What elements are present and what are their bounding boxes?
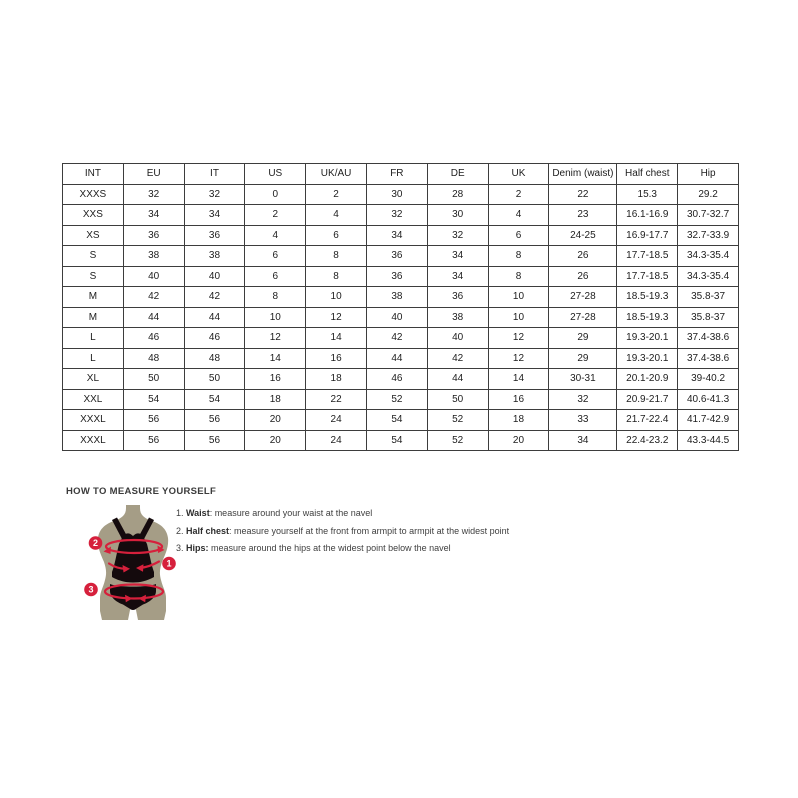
column-header: US bbox=[245, 164, 306, 185]
size-row bbox=[63, 205, 739, 226]
size-cell: 17.7-18.5 bbox=[617, 246, 678, 267]
step-text: : measure yourself at the front from armpit to armpit at the widest point bbox=[229, 525, 510, 536]
size-cell: 35.8-37 bbox=[678, 287, 739, 308]
size-cell: 10 bbox=[245, 307, 306, 328]
hip-number-badge bbox=[84, 583, 98, 597]
chest-number-badge bbox=[89, 536, 103, 550]
step-term: Half chest bbox=[186, 525, 230, 536]
size-cell: 56 bbox=[123, 410, 184, 431]
size-cell: 38 bbox=[123, 246, 184, 267]
size-cell: 30.7-32.7 bbox=[678, 205, 739, 226]
size-cell: 40 bbox=[184, 266, 245, 287]
size-cell: 32 bbox=[427, 225, 488, 246]
size-cell: 27-28 bbox=[549, 307, 617, 328]
size-cell: 15.3 bbox=[617, 184, 678, 205]
size-cell: 34.3-35.4 bbox=[678, 266, 739, 287]
size-row bbox=[63, 246, 739, 267]
size-cell: 19.3-20.1 bbox=[617, 328, 678, 349]
size-cell: 48 bbox=[123, 348, 184, 369]
size-cell: 36 bbox=[184, 225, 245, 246]
step-text: : measure around your waist at the navel bbox=[209, 508, 373, 518]
size-cell: 37.4-38.6 bbox=[678, 328, 739, 349]
size-cell: 18.5-19.3 bbox=[617, 287, 678, 308]
size-cell: 34 bbox=[427, 266, 488, 287]
size-cell: 54 bbox=[184, 389, 245, 410]
size-cell: 33 bbox=[549, 410, 617, 431]
size-cell: XS bbox=[63, 225, 124, 246]
size-cell: 19.3-20.1 bbox=[617, 348, 678, 369]
size-cell: 20 bbox=[245, 410, 306, 431]
size-cell: M bbox=[63, 307, 124, 328]
hip-badge-label: 3 bbox=[88, 584, 94, 595]
column-header: UK bbox=[488, 164, 549, 185]
size-cell: 16.9-17.7 bbox=[617, 225, 678, 246]
size-cell: 2 bbox=[488, 184, 549, 205]
column-header: Denim (waist) bbox=[549, 164, 617, 185]
size-cell: 22 bbox=[549, 184, 617, 205]
size-cell: 21.7-22.4 bbox=[617, 410, 678, 431]
size-cell: 44 bbox=[427, 369, 488, 390]
size-cell: 42 bbox=[366, 328, 427, 349]
size-cell: 4 bbox=[245, 225, 306, 246]
size-cell: 12 bbox=[488, 328, 549, 349]
size-cell: 35.8-37 bbox=[678, 307, 739, 328]
size-cell: 52 bbox=[427, 430, 488, 451]
size-cell: S bbox=[63, 266, 124, 287]
size-row bbox=[63, 287, 739, 308]
step-number: 1. bbox=[176, 508, 187, 518]
size-cell: 26 bbox=[549, 246, 617, 267]
size-chart-header bbox=[63, 164, 739, 185]
size-cell: 12 bbox=[488, 348, 549, 369]
size-row bbox=[63, 328, 739, 349]
size-cell: 29 bbox=[549, 348, 617, 369]
size-cell: 16 bbox=[245, 369, 306, 390]
size-cell: 4 bbox=[306, 205, 367, 226]
size-cell: L bbox=[63, 348, 124, 369]
size-cell: 56 bbox=[184, 430, 245, 451]
size-cell: 30 bbox=[366, 184, 427, 205]
chest-badge-label: 2 bbox=[92, 538, 99, 549]
size-row bbox=[63, 410, 739, 431]
size-row bbox=[63, 266, 739, 287]
size-cell: XXS bbox=[63, 205, 124, 226]
size-cell: 38 bbox=[427, 307, 488, 328]
size-row bbox=[63, 225, 739, 246]
size-cell: 28 bbox=[427, 184, 488, 205]
size-cell: 34 bbox=[366, 225, 427, 246]
size-cell: 18 bbox=[306, 369, 367, 390]
size-cell: XXL bbox=[63, 389, 124, 410]
size-cell: L bbox=[63, 328, 124, 349]
size-cell: 32 bbox=[366, 205, 427, 226]
size-cell: 52 bbox=[366, 389, 427, 410]
size-cell: 36 bbox=[123, 225, 184, 246]
size-chart-table bbox=[62, 163, 739, 451]
size-cell: 52 bbox=[427, 410, 488, 431]
step-text: measure around the hips at the widest point below the navel bbox=[208, 543, 451, 553]
size-cell: 36 bbox=[427, 287, 488, 308]
size-cell: 20 bbox=[245, 430, 306, 451]
size-cell: XXXL bbox=[63, 410, 124, 431]
size-cell: 2 bbox=[245, 205, 306, 226]
size-cell: 30-31 bbox=[549, 369, 617, 390]
size-cell: 46 bbox=[123, 328, 184, 349]
size-cell: 24-25 bbox=[549, 225, 617, 246]
size-cell: 34 bbox=[427, 246, 488, 267]
size-cell: 46 bbox=[366, 369, 427, 390]
column-header: IT bbox=[184, 164, 245, 185]
size-cell: 29.2 bbox=[678, 184, 739, 205]
size-cell: 40 bbox=[427, 328, 488, 349]
size-cell: 50 bbox=[184, 369, 245, 390]
size-cell: 14 bbox=[488, 369, 549, 390]
size-cell: 32 bbox=[549, 389, 617, 410]
size-cell: 12 bbox=[245, 328, 306, 349]
size-cell: 16 bbox=[488, 389, 549, 410]
size-cell: 30 bbox=[427, 205, 488, 226]
size-cell: 46 bbox=[184, 328, 245, 349]
measure-step-half-chest bbox=[176, 523, 509, 541]
column-header: EU bbox=[123, 164, 184, 185]
size-row bbox=[63, 369, 739, 390]
size-cell: 10 bbox=[306, 287, 367, 308]
size-row bbox=[63, 307, 739, 328]
size-cell: 23 bbox=[549, 205, 617, 226]
size-cell: 50 bbox=[427, 389, 488, 410]
size-cell: 0 bbox=[245, 184, 306, 205]
size-cell: 40 bbox=[123, 266, 184, 287]
size-cell: 54 bbox=[366, 410, 427, 431]
size-chart-body bbox=[63, 184, 739, 451]
size-cell: 36 bbox=[366, 266, 427, 287]
size-cell: 32.7-33.9 bbox=[678, 225, 739, 246]
size-cell: 36 bbox=[366, 246, 427, 267]
column-header: UK/AU bbox=[306, 164, 367, 185]
header-row bbox=[63, 164, 739, 185]
size-cell: 6 bbox=[306, 225, 367, 246]
size-cell: 50 bbox=[123, 369, 184, 390]
size-cell: 8 bbox=[488, 246, 549, 267]
column-header: FR bbox=[366, 164, 427, 185]
step-number: 3. bbox=[176, 543, 187, 553]
step-term: Hips: bbox=[186, 543, 209, 553]
waist-number-badge bbox=[162, 557, 176, 571]
waist-badge-label: 1 bbox=[166, 558, 172, 569]
size-cell: 20.1-20.9 bbox=[617, 369, 678, 390]
size-cell: 43.3-44.5 bbox=[678, 430, 739, 451]
size-cell: 44 bbox=[123, 307, 184, 328]
column-header: INT bbox=[63, 164, 124, 185]
size-cell: 42 bbox=[184, 287, 245, 308]
size-cell: 8 bbox=[488, 266, 549, 287]
size-cell: 6 bbox=[245, 246, 306, 267]
size-cell: 42 bbox=[427, 348, 488, 369]
size-cell: 27-28 bbox=[549, 287, 617, 308]
size-cell: 42 bbox=[123, 287, 184, 308]
column-header: Half chest bbox=[617, 164, 678, 185]
size-cell: XL bbox=[63, 369, 124, 390]
size-cell: 20.9-21.7 bbox=[617, 389, 678, 410]
size-cell: XXXS bbox=[63, 184, 124, 205]
measure-section-heading: HOW TO MEASURE YOURSELF bbox=[66, 486, 217, 497]
size-cell: 34.3-35.4 bbox=[678, 246, 739, 267]
size-cell: 10 bbox=[488, 287, 549, 308]
size-cell: 12 bbox=[306, 307, 367, 328]
size-cell: 8 bbox=[245, 287, 306, 308]
size-cell: 22 bbox=[306, 389, 367, 410]
size-cell: 4 bbox=[488, 205, 549, 226]
size-cell: 54 bbox=[366, 430, 427, 451]
size-cell: 16.1-16.9 bbox=[617, 205, 678, 226]
size-cell: 56 bbox=[123, 430, 184, 451]
size-cell: 18.5-19.3 bbox=[617, 307, 678, 328]
size-cell: XXXL bbox=[63, 430, 124, 451]
size-cell: 18 bbox=[245, 389, 306, 410]
size-cell: 44 bbox=[184, 307, 245, 328]
size-cell: 40 bbox=[366, 307, 427, 328]
size-cell: 24 bbox=[306, 430, 367, 451]
size-cell: 38 bbox=[184, 246, 245, 267]
size-cell: 48 bbox=[184, 348, 245, 369]
size-cell: S bbox=[63, 246, 124, 267]
size-cell: 14 bbox=[306, 328, 367, 349]
size-cell: 40.6-41.3 bbox=[678, 389, 739, 410]
size-cell: 34 bbox=[184, 205, 245, 226]
size-cell: 8 bbox=[306, 246, 367, 267]
size-cell: 10 bbox=[488, 307, 549, 328]
size-row bbox=[63, 348, 739, 369]
size-cell: 2 bbox=[306, 184, 367, 205]
measure-step-waist bbox=[176, 505, 509, 523]
size-cell: 56 bbox=[184, 410, 245, 431]
size-cell: 32 bbox=[123, 184, 184, 205]
size-cell: 26 bbox=[549, 266, 617, 287]
column-header: Hip bbox=[678, 164, 739, 185]
measure-steps-list bbox=[176, 505, 509, 558]
size-cell: 34 bbox=[123, 205, 184, 226]
size-cell: 41.7-42.9 bbox=[678, 410, 739, 431]
size-cell: 17.7-18.5 bbox=[617, 266, 678, 287]
size-cell: M bbox=[63, 287, 124, 308]
step-number: 2. bbox=[176, 525, 187, 536]
size-cell: 6 bbox=[488, 225, 549, 246]
size-cell: 39-40.2 bbox=[678, 369, 739, 390]
size-cell: 34 bbox=[549, 430, 617, 451]
size-cell: 14 bbox=[245, 348, 306, 369]
size-row bbox=[63, 389, 739, 410]
size-cell: 44 bbox=[366, 348, 427, 369]
size-cell: 22.4-23.2 bbox=[617, 430, 678, 451]
step-term: Waist bbox=[186, 508, 210, 518]
size-row bbox=[63, 430, 739, 451]
measure-step-hips bbox=[176, 540, 509, 558]
size-cell: 6 bbox=[245, 266, 306, 287]
size-cell: 18 bbox=[488, 410, 549, 431]
size-cell: 38 bbox=[366, 287, 427, 308]
size-cell: 54 bbox=[123, 389, 184, 410]
size-cell: 32 bbox=[184, 184, 245, 205]
size-cell: 24 bbox=[306, 410, 367, 431]
size-row bbox=[63, 184, 739, 205]
size-cell: 37.4-38.6 bbox=[678, 348, 739, 369]
size-cell: 8 bbox=[306, 266, 367, 287]
size-cell: 16 bbox=[306, 348, 367, 369]
column-header: DE bbox=[427, 164, 488, 185]
size-cell: 29 bbox=[549, 328, 617, 349]
size-cell: 20 bbox=[488, 430, 549, 451]
